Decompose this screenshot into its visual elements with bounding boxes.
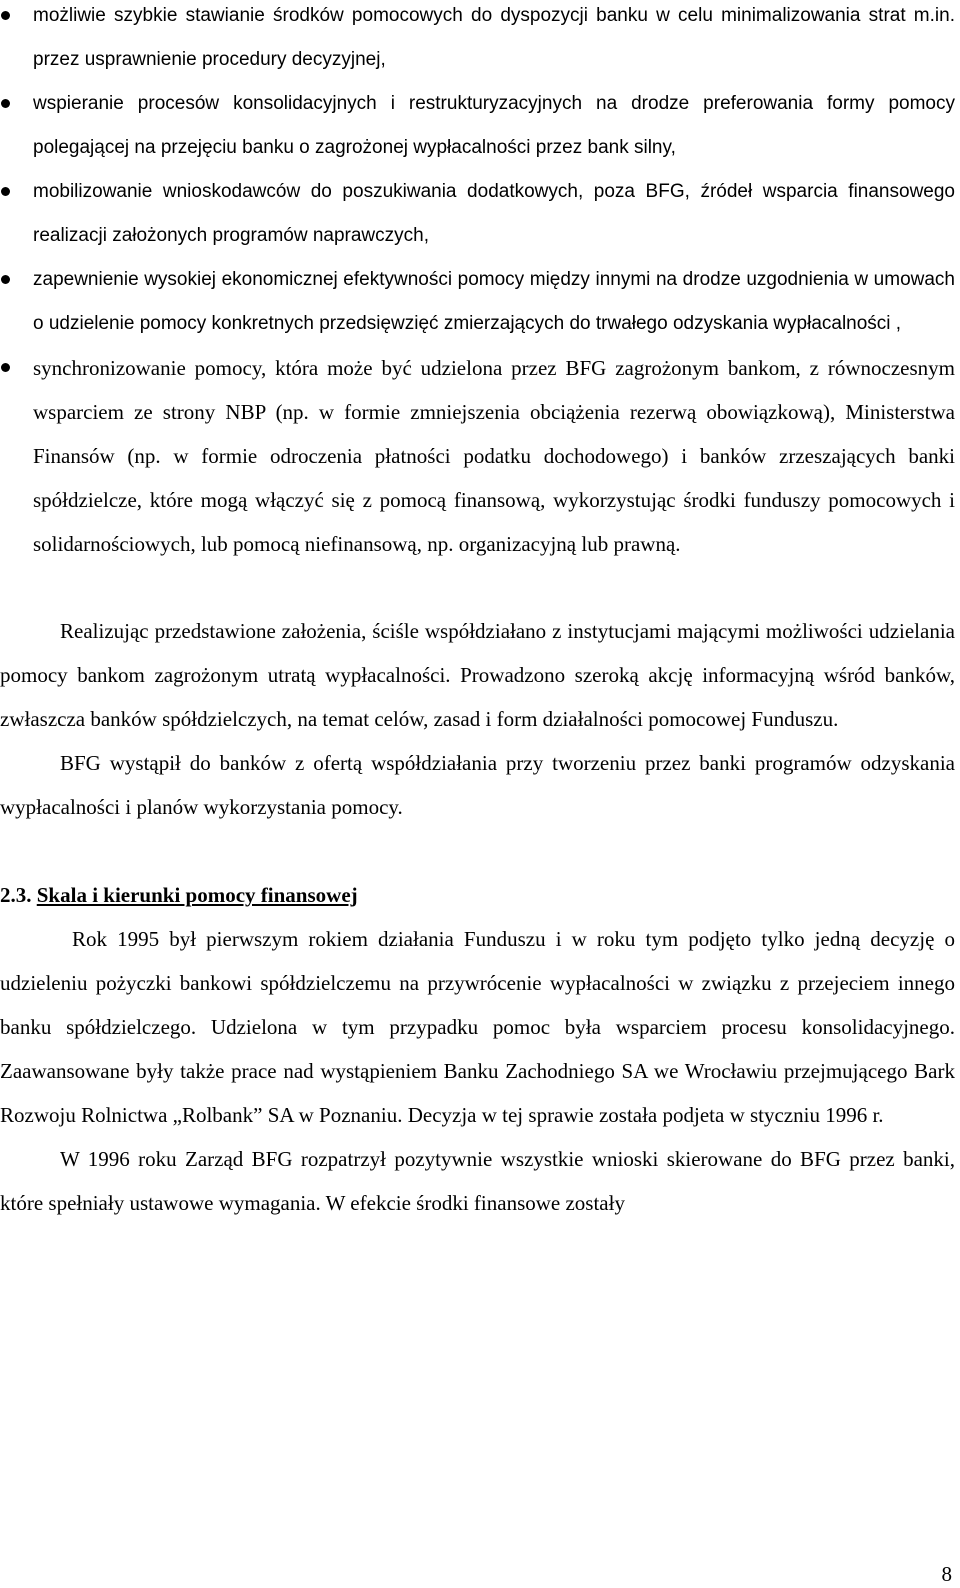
body-paragraph: W 1996 roku Zarząd BFG rozpatrzył pozytywnie wszystkie wnioski skierowane do BFG przez banki, które spełniały ustawowe wymagania. W efekcie środki finansowe zostały (0, 1147, 955, 1215)
bullet-icon (1, 99, 10, 108)
bullet-icon (1, 363, 10, 372)
section-heading (0, 873, 955, 917)
list-item-text: synchronizowanie pomocy, która może być udzielona przez BFG zagrożonym bankom, z równoczesnym wsparciem ze strony NBP (np. w formie zmniejszenia obciążenia rezerwą obowiązkową), Ministerstwa Finansów (np. w formie odroczenia płatności podatku dochodowego) i banków zrzeszających banki spółdzielcze, które mogą włączyć się z pomocą finansową, wykorzystując środki funduszy pomocowych i solidarnościowych, lub pomocą niefinansową, np. organizacyjną lub prawną. (33, 356, 955, 556)
list-item (0, 258, 955, 346)
bullet-icon (1, 11, 10, 20)
list-item-text: możliwie szybkie stawianie środków pomocowych do dyspozycji banku w celu minimalizowania strat m.in. przez usprawnienie procedury decyzyjnej, (33, 5, 955, 70)
list-item-text: mobilizowanie wnioskodawców do poszukiwania dodatkowych, poza BFG, źródeł wsparcia finansowego realizacji założonych programów naprawczych, (33, 181, 955, 246)
bullet-list (0, 0, 955, 566)
list-item-text: zapewnienie wysokiej ekonomicznej efektywności pomocy między innymi na drodze uzgodnienia w umowach o udzielenie pomocy konkretnych przedsięwzięć zmierzających do trwałego odzyskania wypłacalności , (33, 269, 955, 334)
bullet-icon (1, 187, 10, 196)
section-number: 2.3. (0, 883, 32, 907)
list-item (0, 0, 955, 82)
list-item (0, 346, 955, 566)
bullet-icon (1, 275, 10, 284)
page-number: 8 (941, 1562, 952, 1586)
section-title: Skala i kierunki pomocy finansowej (36, 883, 358, 907)
body-paragraph: Realizując przedstawione założenia, ściśle współdziałano z instytucjami mającymi możliwości udzielania pomocy bankom zagrożonym utratą wypłacalności. Prowadzono szeroką akcję informacyjną wśród banków, zwłaszcza banków spółdzielczych, na temat celów, zasad i form działalności pomocowej Funduszu. (0, 619, 955, 731)
body-paragraph: BFG wystąpił do banków z ofertą współdziałania przy tworzeniu przez banki programów odzyskania wypłacalności i planów wykorzystania pomocy. (0, 751, 955, 819)
body-paragraph: Rok 1995 był pierwszym rokiem działania Funduszu i w roku tym podjęto tylko jedną decyzję o udzieleniu pożyczki bankowi spółdzielczemu na przywrócenie wypłacalności w związku z przejeciem innego banku spółdzielczego. Udzielona w tym przypadku pomoc była wsparciem procesu konsolidacyjnego. Zaawansowane były także prace nad wystąpieniem Banku Zachodniego SA we Wrocławiu przejmującego Bark Rozwoju Rolnictwa „Rolbank” SA w Poznaniu. Decyzja w tej sprawie została podjeta w styczniu 1996 r. (0, 927, 955, 1127)
list-item (0, 170, 955, 258)
list-item (0, 82, 955, 170)
list-item-text: wspieranie procesów konsolidacyjnych i restrukturyzacyjnych na drodze preferowania formy pomocy polegającej na przejęciu banku o zagrożonej wypłacalności przez bank silny, (33, 93, 955, 158)
